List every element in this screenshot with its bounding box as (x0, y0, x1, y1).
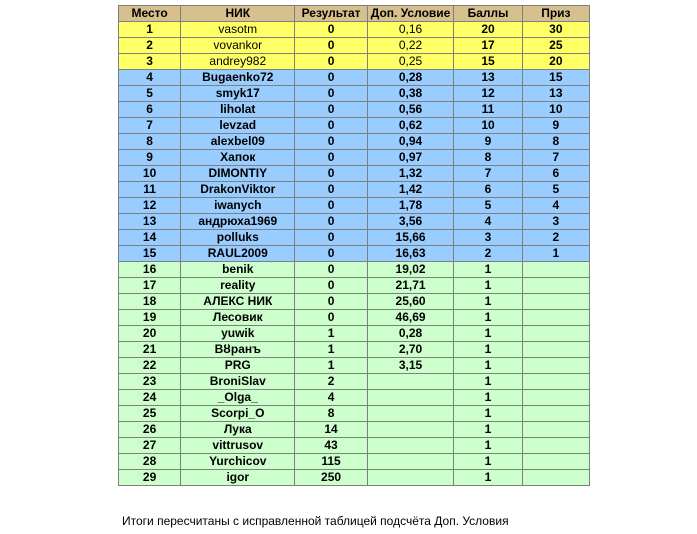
nick-cell: iwanych (181, 198, 295, 214)
points-cell: 1 (454, 374, 522, 390)
place-cell: 10 (119, 166, 181, 182)
result-cell: 0 (295, 150, 367, 166)
points-cell: 1 (454, 326, 522, 342)
points-cell: 20 (454, 22, 522, 38)
result-cell: 0 (295, 246, 367, 262)
table-row (119, 150, 590, 166)
place-cell: 29 (119, 470, 181, 486)
place-cell: 28 (119, 454, 181, 470)
prize-cell (522, 470, 589, 486)
prize-cell: 1 (522, 246, 589, 262)
points-cell: 1 (454, 294, 522, 310)
place-cell: 9 (119, 150, 181, 166)
cond-cell (367, 454, 454, 470)
points-cell: 1 (454, 406, 522, 422)
prize-cell: 9 (522, 118, 589, 134)
points-cell: 15 (454, 54, 522, 70)
cond-cell (367, 438, 454, 454)
cond-cell: 0,28 (367, 70, 454, 86)
table-row (119, 454, 590, 470)
cond-cell (367, 422, 454, 438)
prize-cell: 8 (522, 134, 589, 150)
nick-cell: Лука (181, 422, 295, 438)
points-cell: 10 (454, 118, 522, 134)
place-cell: 5 (119, 86, 181, 102)
nick-cell: vasotm (181, 22, 295, 38)
nick-cell: Хапок (181, 150, 295, 166)
place-cell: 3 (119, 54, 181, 70)
result-cell: 43 (295, 438, 367, 454)
cond-cell: 3,56 (367, 214, 454, 230)
table-row (119, 38, 590, 54)
place-cell: 7 (119, 118, 181, 134)
result-cell: 0 (295, 70, 367, 86)
result-cell: 0 (295, 54, 367, 70)
nick-cell: smyk17 (181, 86, 295, 102)
result-cell: 0 (295, 262, 367, 278)
prize-cell: 30 (522, 22, 589, 38)
table-row (119, 310, 590, 326)
result-cell: 0 (295, 38, 367, 54)
nick-cell: andrey982 (181, 54, 295, 70)
place-cell: 2 (119, 38, 181, 54)
table-row (119, 182, 590, 198)
prize-cell (522, 406, 589, 422)
nick-cell: андрюха1969 (181, 214, 295, 230)
table-row (119, 166, 590, 182)
place-cell: 17 (119, 278, 181, 294)
points-cell: 7 (454, 166, 522, 182)
table-row (119, 374, 590, 390)
place-cell: 24 (119, 390, 181, 406)
place-cell: 15 (119, 246, 181, 262)
result-cell: 0 (295, 294, 367, 310)
prize-cell (522, 294, 589, 310)
place-cell: 14 (119, 230, 181, 246)
prize-cell: 4 (522, 198, 589, 214)
points-cell: 1 (454, 454, 522, 470)
prize-cell: 3 (522, 214, 589, 230)
points-cell: 12 (454, 86, 522, 102)
nick-cell: _Olga_ (181, 390, 295, 406)
header-row (119, 6, 590, 22)
table-row (119, 230, 590, 246)
prize-cell (522, 438, 589, 454)
cond-cell (367, 374, 454, 390)
cond-cell: 0,16 (367, 22, 454, 38)
table-row (119, 86, 590, 102)
cond-cell: 2,70 (367, 342, 454, 358)
nick-cell: BroniSlav (181, 374, 295, 390)
result-cell: 0 (295, 102, 367, 118)
table-row (119, 102, 590, 118)
cond-cell: 46,69 (367, 310, 454, 326)
place-cell: 18 (119, 294, 181, 310)
place-cell: 1 (119, 22, 181, 38)
result-cell: 0 (295, 310, 367, 326)
result-cell: 14 (295, 422, 367, 438)
cond-cell: 0,97 (367, 150, 454, 166)
prize-cell (522, 310, 589, 326)
table-row (119, 422, 590, 438)
points-cell: 1 (454, 422, 522, 438)
prize-cell (522, 326, 589, 342)
header-result: Результат (295, 6, 367, 22)
table-row (119, 198, 590, 214)
cond-cell: 1,42 (367, 182, 454, 198)
points-cell: 6 (454, 182, 522, 198)
cond-cell: 0,94 (367, 134, 454, 150)
header-points: Баллы (454, 6, 522, 22)
cond-cell: 0,22 (367, 38, 454, 54)
points-cell: 17 (454, 38, 522, 54)
place-cell: 16 (119, 262, 181, 278)
cond-cell: 0,62 (367, 118, 454, 134)
place-cell: 4 (119, 70, 181, 86)
result-cell: 0 (295, 198, 367, 214)
points-cell: 4 (454, 214, 522, 230)
result-cell: 0 (295, 134, 367, 150)
prize-cell: 7 (522, 150, 589, 166)
prize-cell (522, 358, 589, 374)
table-row (119, 358, 590, 374)
prize-cell (522, 342, 589, 358)
table-row (119, 118, 590, 134)
points-cell: 1 (454, 262, 522, 278)
table-row (119, 54, 590, 70)
prize-cell: 13 (522, 86, 589, 102)
cond-cell: 21,71 (367, 278, 454, 294)
result-cell: 1 (295, 342, 367, 358)
table-row (119, 406, 590, 422)
nick-cell: vovankor (181, 38, 295, 54)
table-row (119, 278, 590, 294)
table-row (119, 390, 590, 406)
results-table (118, 5, 590, 486)
table-row (119, 438, 590, 454)
prize-cell: 20 (522, 54, 589, 70)
table-row (119, 326, 590, 342)
nick-cell: igor (181, 470, 295, 486)
cond-cell: 0,28 (367, 326, 454, 342)
cond-cell (367, 470, 454, 486)
nick-cell: vittrusov (181, 438, 295, 454)
nick-cell: Лесовик (181, 310, 295, 326)
place-cell: 23 (119, 374, 181, 390)
prize-cell (522, 422, 589, 438)
cond-cell: 0,25 (367, 54, 454, 70)
points-cell: 1 (454, 390, 522, 406)
points-cell: 1 (454, 358, 522, 374)
points-cell: 2 (454, 246, 522, 262)
cond-cell: 15,66 (367, 230, 454, 246)
cond-cell: 16,63 (367, 246, 454, 262)
nick-cell: yuwik (181, 326, 295, 342)
points-cell: 1 (454, 310, 522, 326)
place-cell: 11 (119, 182, 181, 198)
cond-cell: 25,60 (367, 294, 454, 310)
prize-cell: 25 (522, 38, 589, 54)
table-row (119, 262, 590, 278)
footnote: Итоги пересчитаны с исправленной таблицей подсчёта Доп. Условия (122, 514, 509, 528)
prize-cell (522, 454, 589, 470)
result-cell: 0 (295, 214, 367, 230)
result-cell: 1 (295, 358, 367, 374)
place-cell: 8 (119, 134, 181, 150)
nick-cell: Scorpi_O (181, 406, 295, 422)
result-cell: 2 (295, 374, 367, 390)
result-cell: 0 (295, 86, 367, 102)
points-cell: 3 (454, 230, 522, 246)
place-cell: 19 (119, 310, 181, 326)
header-condition: Доп. Условие (367, 6, 454, 22)
table-row (119, 214, 590, 230)
cond-cell (367, 406, 454, 422)
result-cell: 0 (295, 278, 367, 294)
nick-cell: PRG (181, 358, 295, 374)
prize-cell: 5 (522, 182, 589, 198)
prize-cell: 10 (522, 102, 589, 118)
nick-cell: RAUL2009 (181, 246, 295, 262)
cond-cell: 3,15 (367, 358, 454, 374)
place-cell: 22 (119, 358, 181, 374)
prize-cell (522, 390, 589, 406)
result-cell: 0 (295, 182, 367, 198)
nick-cell: АЛЕКС НИК (181, 294, 295, 310)
place-cell: 27 (119, 438, 181, 454)
points-cell: 13 (454, 70, 522, 86)
nick-cell: levzad (181, 118, 295, 134)
nick-cell: liholat (181, 102, 295, 118)
points-cell: 1 (454, 470, 522, 486)
result-cell: 4 (295, 390, 367, 406)
nick-cell: Yurchicov (181, 454, 295, 470)
points-cell: 11 (454, 102, 522, 118)
place-cell: 13 (119, 214, 181, 230)
result-cell: 8 (295, 406, 367, 422)
points-cell: 5 (454, 198, 522, 214)
points-cell: 1 (454, 438, 522, 454)
points-cell: 1 (454, 278, 522, 294)
table-row (119, 342, 590, 358)
table-row (119, 134, 590, 150)
cond-cell (367, 390, 454, 406)
cond-cell: 19,02 (367, 262, 454, 278)
nick-cell: DrakonViktor (181, 182, 295, 198)
result-cell: 250 (295, 470, 367, 486)
prize-cell: 2 (522, 230, 589, 246)
table-row (119, 246, 590, 262)
header-place: Место (119, 6, 181, 22)
prize-cell (522, 374, 589, 390)
place-cell: 12 (119, 198, 181, 214)
cond-cell: 0,56 (367, 102, 454, 118)
prize-cell: 15 (522, 70, 589, 86)
cond-cell: 1,78 (367, 198, 454, 214)
nick-cell: Вȣранъ (181, 342, 295, 358)
nick-cell: DIMONTIY (181, 166, 295, 182)
nick-cell: polluks (181, 230, 295, 246)
result-cell: 0 (295, 230, 367, 246)
header-nick: НИК (181, 6, 295, 22)
result-cell: 0 (295, 166, 367, 182)
prize-cell (522, 262, 589, 278)
results-body (119, 22, 590, 486)
result-cell: 0 (295, 118, 367, 134)
nick-cell: benik (181, 262, 295, 278)
table-row (119, 22, 590, 38)
prize-cell: 6 (522, 166, 589, 182)
table-row (119, 70, 590, 86)
prize-cell (522, 278, 589, 294)
points-cell: 9 (454, 134, 522, 150)
place-cell: 20 (119, 326, 181, 342)
table-row (119, 294, 590, 310)
points-cell: 8 (454, 150, 522, 166)
result-cell: 1 (295, 326, 367, 342)
result-cell: 115 (295, 454, 367, 470)
place-cell: 25 (119, 406, 181, 422)
nick-cell: Bugaenko72 (181, 70, 295, 86)
nick-cell: reality (181, 278, 295, 294)
cond-cell: 1,32 (367, 166, 454, 182)
table-row (119, 470, 590, 486)
place-cell: 26 (119, 422, 181, 438)
place-cell: 6 (119, 102, 181, 118)
points-cell: 1 (454, 342, 522, 358)
nick-cell: alexbel09 (181, 134, 295, 150)
result-cell: 0 (295, 22, 367, 38)
place-cell: 21 (119, 342, 181, 358)
cond-cell: 0,38 (367, 86, 454, 102)
header-prize: Приз (522, 6, 589, 22)
